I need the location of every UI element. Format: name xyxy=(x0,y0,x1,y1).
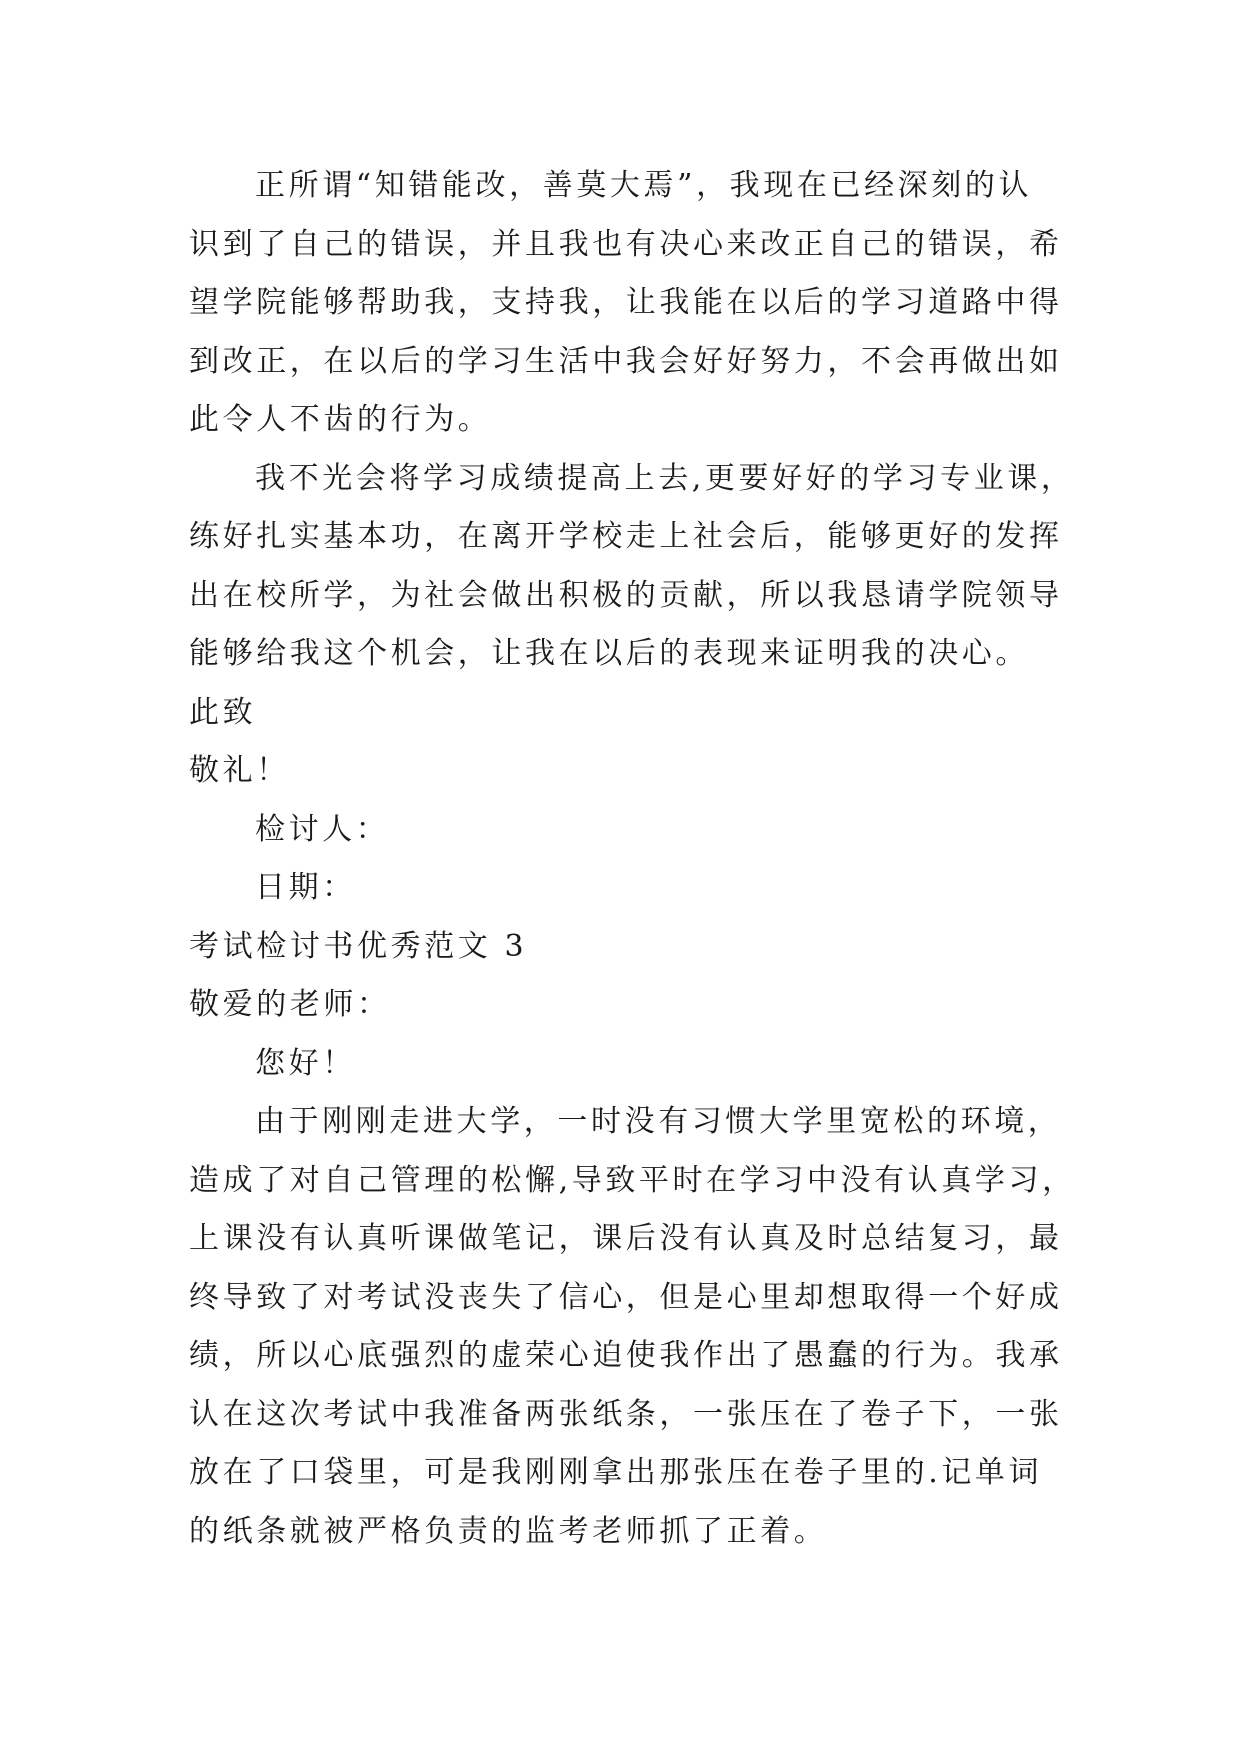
text-line: 您好！ xyxy=(255,1045,356,1081)
text-line: 此致 xyxy=(189,694,257,730)
text-line: 此令人不齿的行为。 xyxy=(189,402,492,437)
text-line: 练好扎实基本功，在离开学校走上社会后，能够更好的发挥 xyxy=(189,519,1063,554)
text-line: 检讨人： xyxy=(255,811,390,847)
text-line: 考试检讨书优秀范文 3 xyxy=(189,928,528,964)
text-line: 正所谓“知错能改，善莫大焉”，我现在已经深刻的认 xyxy=(255,168,1033,203)
text-line: 由于刚刚走进大学，一时没有习惯大学里宽松的环境， xyxy=(255,1104,1062,1139)
text-line: 能够给我这个机会，让我在以后的表现来证明我的决心。 xyxy=(189,636,1029,671)
text-line: 上课没有认真听课做笔记，课后没有认真及时总结复习，最 xyxy=(189,1221,1063,1256)
text-line: 望学院能够帮助我，支持我，让我能在以后的学习道路中得 xyxy=(189,285,1063,320)
text-line: 造成了对自己管理的松懈,导致平时在学习中没有认真学习， xyxy=(189,1162,1076,1198)
text-line: 敬爱的老师： xyxy=(189,987,391,1022)
text-line: 日期： xyxy=(255,870,356,905)
text-line: 的纸条就被严格负责的监考老师抓了正着。 xyxy=(189,1513,828,1549)
text-line: 我不光会将学习成绩提高上去,更要好好的学习专业课， xyxy=(255,460,1075,496)
text-line: 敬礼！ xyxy=(189,753,290,788)
text-line: 放在了口袋里，可是我刚刚拿出那张压在卷子里的.记单词 xyxy=(189,1455,1043,1490)
text-line: 终导致了对考试没丧失了信心，但是心里却想取得一个好成 xyxy=(189,1279,1063,1315)
text-line: 识到了自己的错误，并且我也有决心来改正自己的错误，希 xyxy=(189,226,1063,262)
text-line: 认在这次考试中我准备两张纸条，一张压在了卷子下，一张 xyxy=(189,1396,1063,1432)
text-line: 绩，所以心底强烈的虚荣心迫使我作出了愚蠢的行为。我承 xyxy=(189,1338,1063,1373)
text-line: 到改正，在以后的学习生活中我会好好努力，不会再做出如 xyxy=(189,343,1063,379)
document-body xyxy=(189,157,1076,1561)
text-line: 出在校所学，为社会做出积极的贡献，所以我恳请学院领导 xyxy=(189,577,1063,613)
